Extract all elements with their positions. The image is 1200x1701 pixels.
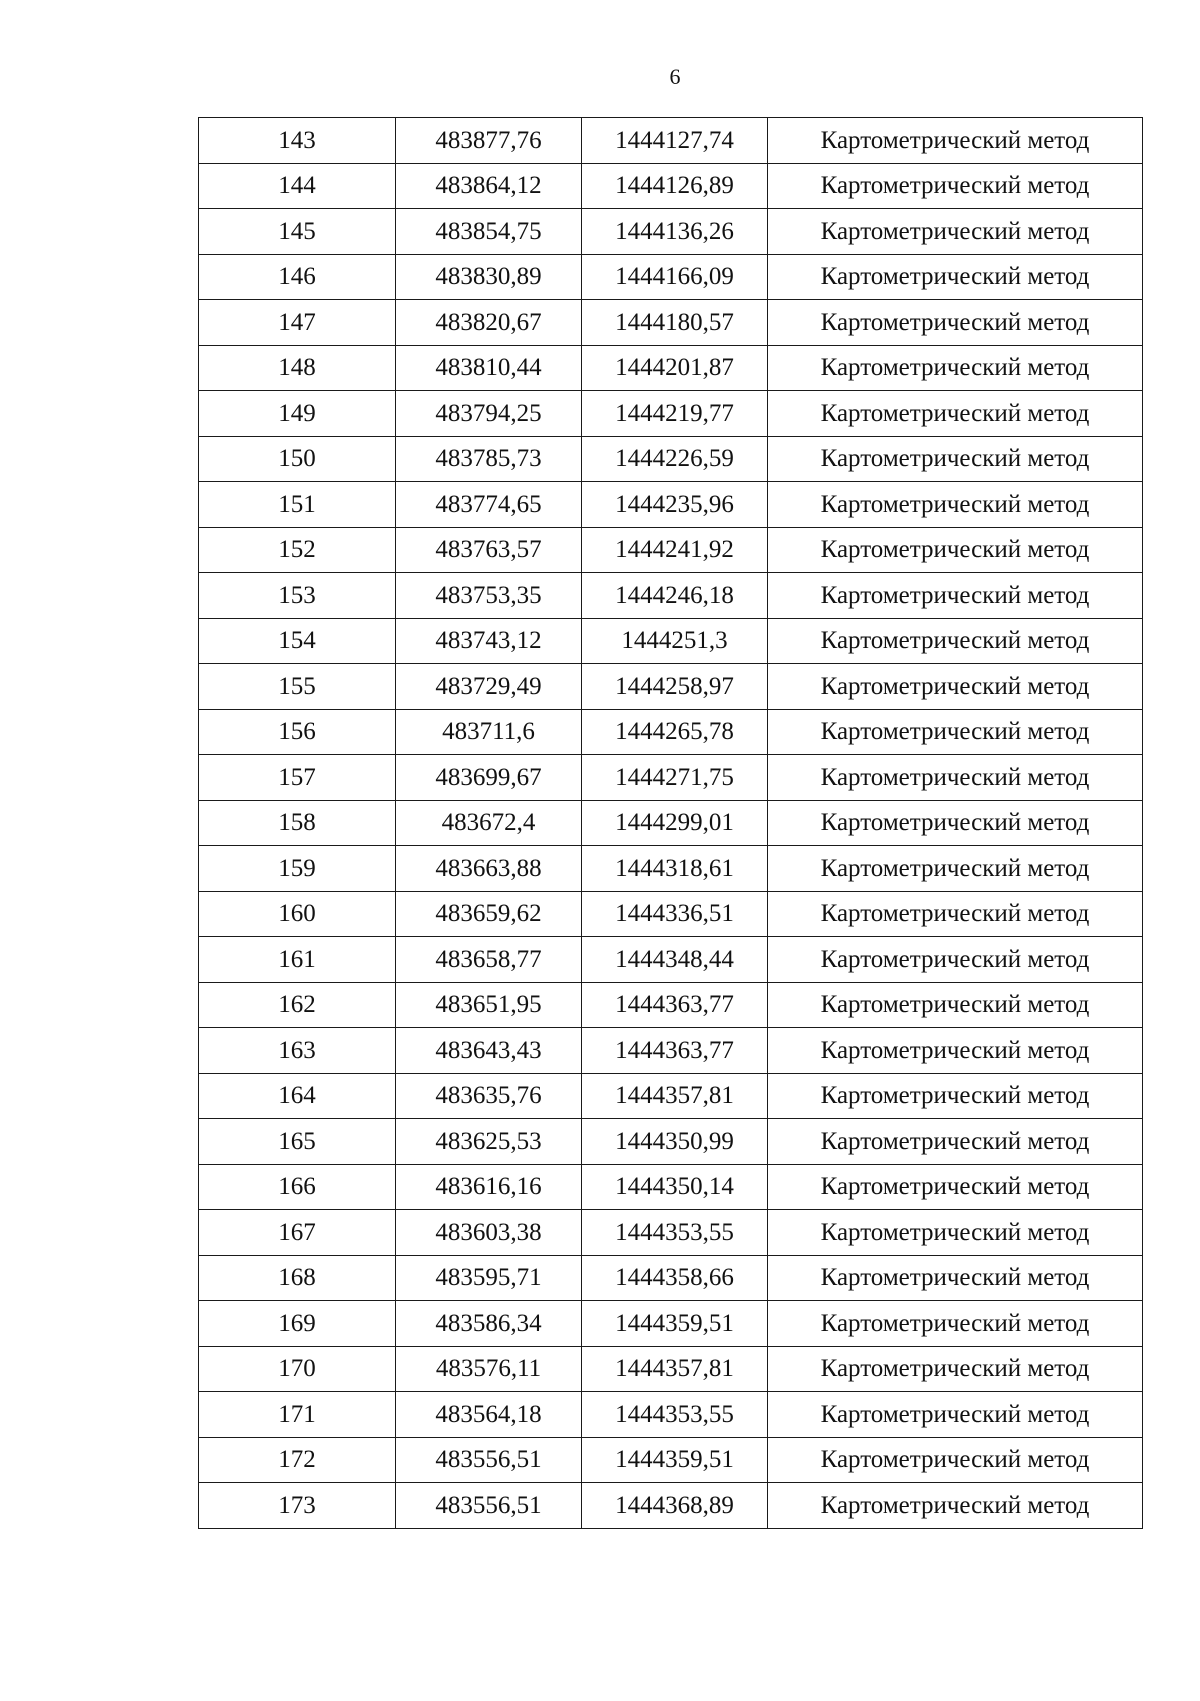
point-number-cell: 162 bbox=[199, 982, 396, 1028]
method-cell: Картометрический метод bbox=[768, 436, 1143, 482]
x-coordinate-cell: 483556,51 bbox=[396, 1437, 582, 1483]
table-row bbox=[199, 345, 1143, 391]
table-row bbox=[199, 300, 1143, 346]
y-coordinate-cell: 1444265,78 bbox=[582, 709, 768, 755]
coordinates-table bbox=[198, 117, 1143, 1529]
y-coordinate-cell: 1444359,51 bbox=[582, 1301, 768, 1347]
x-coordinate-cell: 483556,51 bbox=[396, 1483, 582, 1529]
x-coordinate-cell: 483785,73 bbox=[396, 436, 582, 482]
table-row bbox=[199, 891, 1143, 937]
x-coordinate-cell: 483625,53 bbox=[396, 1119, 582, 1165]
x-coordinate-cell: 483877,76 bbox=[396, 118, 582, 164]
y-coordinate-cell: 1444318,61 bbox=[582, 846, 768, 892]
method-cell: Картометрический метод bbox=[768, 209, 1143, 255]
y-coordinate-cell: 1444359,51 bbox=[582, 1437, 768, 1483]
table-row bbox=[199, 937, 1143, 983]
table-row bbox=[199, 846, 1143, 892]
x-coordinate-cell: 483753,35 bbox=[396, 573, 582, 619]
y-coordinate-cell: 1444246,18 bbox=[582, 573, 768, 619]
table-row bbox=[199, 118, 1143, 164]
y-coordinate-cell: 1444235,96 bbox=[582, 482, 768, 528]
x-coordinate-cell: 483864,12 bbox=[396, 163, 582, 209]
method-cell: Картометрический метод bbox=[768, 1028, 1143, 1074]
y-coordinate-cell: 1444271,75 bbox=[582, 755, 768, 801]
table-row bbox=[199, 1483, 1143, 1529]
x-coordinate-cell: 483564,18 bbox=[396, 1392, 582, 1438]
table-row bbox=[199, 1392, 1143, 1438]
point-number-cell: 154 bbox=[199, 618, 396, 664]
point-number-cell: 163 bbox=[199, 1028, 396, 1074]
y-coordinate-cell: 1444258,97 bbox=[582, 664, 768, 710]
point-number-cell: 169 bbox=[199, 1301, 396, 1347]
x-coordinate-cell: 483711,6 bbox=[396, 709, 582, 755]
point-number-cell: 160 bbox=[199, 891, 396, 937]
method-cell: Картометрический метод bbox=[768, 1210, 1143, 1256]
point-number-cell: 144 bbox=[199, 163, 396, 209]
y-coordinate-cell: 1444166,09 bbox=[582, 254, 768, 300]
method-cell: Картометрический метод bbox=[768, 846, 1143, 892]
table-row bbox=[199, 163, 1143, 209]
method-cell: Картометрический метод bbox=[768, 1346, 1143, 1392]
point-number-cell: 173 bbox=[199, 1483, 396, 1529]
table-row bbox=[199, 1028, 1143, 1074]
y-coordinate-cell: 1444219,77 bbox=[582, 391, 768, 437]
x-coordinate-cell: 483830,89 bbox=[396, 254, 582, 300]
method-cell: Картометрический метод bbox=[768, 1392, 1143, 1438]
table-row bbox=[199, 664, 1143, 710]
table-row bbox=[199, 527, 1143, 573]
x-coordinate-cell: 483854,75 bbox=[396, 209, 582, 255]
table-row bbox=[199, 982, 1143, 1028]
method-cell: Картометрический метод bbox=[768, 1164, 1143, 1210]
table-row bbox=[199, 800, 1143, 846]
x-coordinate-cell: 483672,4 bbox=[396, 800, 582, 846]
method-cell: Картометрический метод bbox=[768, 118, 1143, 164]
y-coordinate-cell: 1444350,99 bbox=[582, 1119, 768, 1165]
point-number-cell: 155 bbox=[199, 664, 396, 710]
table-row bbox=[199, 1346, 1143, 1392]
table-row bbox=[199, 482, 1143, 528]
y-coordinate-cell: 1444353,55 bbox=[582, 1392, 768, 1438]
point-number-cell: 165 bbox=[199, 1119, 396, 1165]
x-coordinate-cell: 483774,65 bbox=[396, 482, 582, 528]
y-coordinate-cell: 1444348,44 bbox=[582, 937, 768, 983]
y-coordinate-cell: 1444226,59 bbox=[582, 436, 768, 482]
table-row bbox=[199, 1164, 1143, 1210]
method-cell: Картометрический метод bbox=[768, 1483, 1143, 1529]
x-coordinate-cell: 483659,62 bbox=[396, 891, 582, 937]
x-coordinate-cell: 483651,95 bbox=[396, 982, 582, 1028]
point-number-cell: 172 bbox=[199, 1437, 396, 1483]
point-number-cell: 161 bbox=[199, 937, 396, 983]
point-number-cell: 152 bbox=[199, 527, 396, 573]
y-coordinate-cell: 1444299,01 bbox=[582, 800, 768, 846]
point-number-cell: 156 bbox=[199, 709, 396, 755]
point-number-cell: 149 bbox=[199, 391, 396, 437]
table-row bbox=[199, 1255, 1143, 1301]
point-number-cell: 146 bbox=[199, 254, 396, 300]
method-cell: Картометрический метод bbox=[768, 1255, 1143, 1301]
y-coordinate-cell: 1444358,66 bbox=[582, 1255, 768, 1301]
x-coordinate-cell: 483595,71 bbox=[396, 1255, 582, 1301]
y-coordinate-cell: 1444251,3 bbox=[582, 618, 768, 664]
table-row bbox=[199, 391, 1143, 437]
x-coordinate-cell: 483658,77 bbox=[396, 937, 582, 983]
method-cell: Картометрический метод bbox=[768, 709, 1143, 755]
point-number-cell: 168 bbox=[199, 1255, 396, 1301]
point-number-cell: 170 bbox=[199, 1346, 396, 1392]
method-cell: Картометрический метод bbox=[768, 937, 1143, 983]
x-coordinate-cell: 483794,25 bbox=[396, 391, 582, 437]
x-coordinate-cell: 483586,34 bbox=[396, 1301, 582, 1347]
table-row bbox=[199, 1119, 1143, 1165]
x-coordinate-cell: 483810,44 bbox=[396, 345, 582, 391]
method-cell: Картометрический метод bbox=[768, 254, 1143, 300]
y-coordinate-cell: 1444336,51 bbox=[582, 891, 768, 937]
method-cell: Картометрический метод bbox=[768, 1437, 1143, 1483]
method-cell: Картометрический метод bbox=[768, 664, 1143, 710]
y-coordinate-cell: 1444180,57 bbox=[582, 300, 768, 346]
point-number-cell: 171 bbox=[199, 1392, 396, 1438]
method-cell: Картометрический метод bbox=[768, 1073, 1143, 1119]
table-row bbox=[199, 1210, 1143, 1256]
method-cell: Картометрический метод bbox=[768, 300, 1143, 346]
method-cell: Картометрический метод bbox=[768, 1301, 1143, 1347]
x-coordinate-cell: 483763,57 bbox=[396, 527, 582, 573]
x-coordinate-cell: 483699,67 bbox=[396, 755, 582, 801]
point-number-cell: 158 bbox=[199, 800, 396, 846]
x-coordinate-cell: 483729,49 bbox=[396, 664, 582, 710]
point-number-cell: 145 bbox=[199, 209, 396, 255]
point-number-cell: 143 bbox=[199, 118, 396, 164]
table-row bbox=[199, 1073, 1143, 1119]
point-number-cell: 159 bbox=[199, 846, 396, 892]
table-row bbox=[199, 436, 1143, 482]
y-coordinate-cell: 1444357,81 bbox=[582, 1346, 768, 1392]
point-number-cell: 148 bbox=[199, 345, 396, 391]
point-number-cell: 167 bbox=[199, 1210, 396, 1256]
y-coordinate-cell: 1444241,92 bbox=[582, 527, 768, 573]
y-coordinate-cell: 1444126,89 bbox=[582, 163, 768, 209]
method-cell: Картометрический метод bbox=[768, 391, 1143, 437]
point-number-cell: 157 bbox=[199, 755, 396, 801]
y-coordinate-cell: 1444350,14 bbox=[582, 1164, 768, 1210]
y-coordinate-cell: 1444353,55 bbox=[582, 1210, 768, 1256]
method-cell: Картометрический метод bbox=[768, 1119, 1143, 1165]
y-coordinate-cell: 1444136,26 bbox=[582, 209, 768, 255]
point-number-cell: 150 bbox=[199, 436, 396, 482]
page-number: 6 bbox=[669, 64, 681, 89]
coordinates-table-body bbox=[199, 118, 1143, 1529]
table-row bbox=[199, 755, 1143, 801]
y-coordinate-cell: 1444363,77 bbox=[582, 1028, 768, 1074]
point-number-cell: 153 bbox=[199, 573, 396, 619]
table-row bbox=[199, 573, 1143, 619]
method-cell: Картометрический метод bbox=[768, 618, 1143, 664]
x-coordinate-cell: 483603,38 bbox=[396, 1210, 582, 1256]
method-cell: Картометрический метод bbox=[768, 163, 1143, 209]
table-row bbox=[199, 1437, 1143, 1483]
method-cell: Картометрический метод bbox=[768, 573, 1143, 619]
x-coordinate-cell: 483663,88 bbox=[396, 846, 582, 892]
method-cell: Картометрический метод bbox=[768, 891, 1143, 937]
x-coordinate-cell: 483743,12 bbox=[396, 618, 582, 664]
y-coordinate-cell: 1444363,77 bbox=[582, 982, 768, 1028]
x-coordinate-cell: 483635,76 bbox=[396, 1073, 582, 1119]
y-coordinate-cell: 1444127,74 bbox=[582, 118, 768, 164]
table-row bbox=[199, 618, 1143, 664]
point-number-cell: 164 bbox=[199, 1073, 396, 1119]
point-number-cell: 166 bbox=[199, 1164, 396, 1210]
table-row bbox=[199, 254, 1143, 300]
method-cell: Картометрический метод bbox=[768, 800, 1143, 846]
y-coordinate-cell: 1444357,81 bbox=[582, 1073, 768, 1119]
x-coordinate-cell: 483643,43 bbox=[396, 1028, 582, 1074]
x-coordinate-cell: 483616,16 bbox=[396, 1164, 582, 1210]
method-cell: Картометрический метод bbox=[768, 345, 1143, 391]
method-cell: Картометрический метод bbox=[768, 527, 1143, 573]
point-number-cell: 147 bbox=[199, 300, 396, 346]
point-number-cell: 151 bbox=[199, 482, 396, 528]
method-cell: Картометрический метод bbox=[768, 482, 1143, 528]
y-coordinate-cell: 1444201,87 bbox=[582, 345, 768, 391]
table-row bbox=[199, 1301, 1143, 1347]
x-coordinate-cell: 483576,11 bbox=[396, 1346, 582, 1392]
method-cell: Картометрический метод bbox=[768, 982, 1143, 1028]
x-coordinate-cell: 483820,67 bbox=[396, 300, 582, 346]
table-row bbox=[199, 209, 1143, 255]
table-row bbox=[199, 709, 1143, 755]
method-cell: Картометрический метод bbox=[768, 755, 1143, 801]
y-coordinate-cell: 1444368,89 bbox=[582, 1483, 768, 1529]
